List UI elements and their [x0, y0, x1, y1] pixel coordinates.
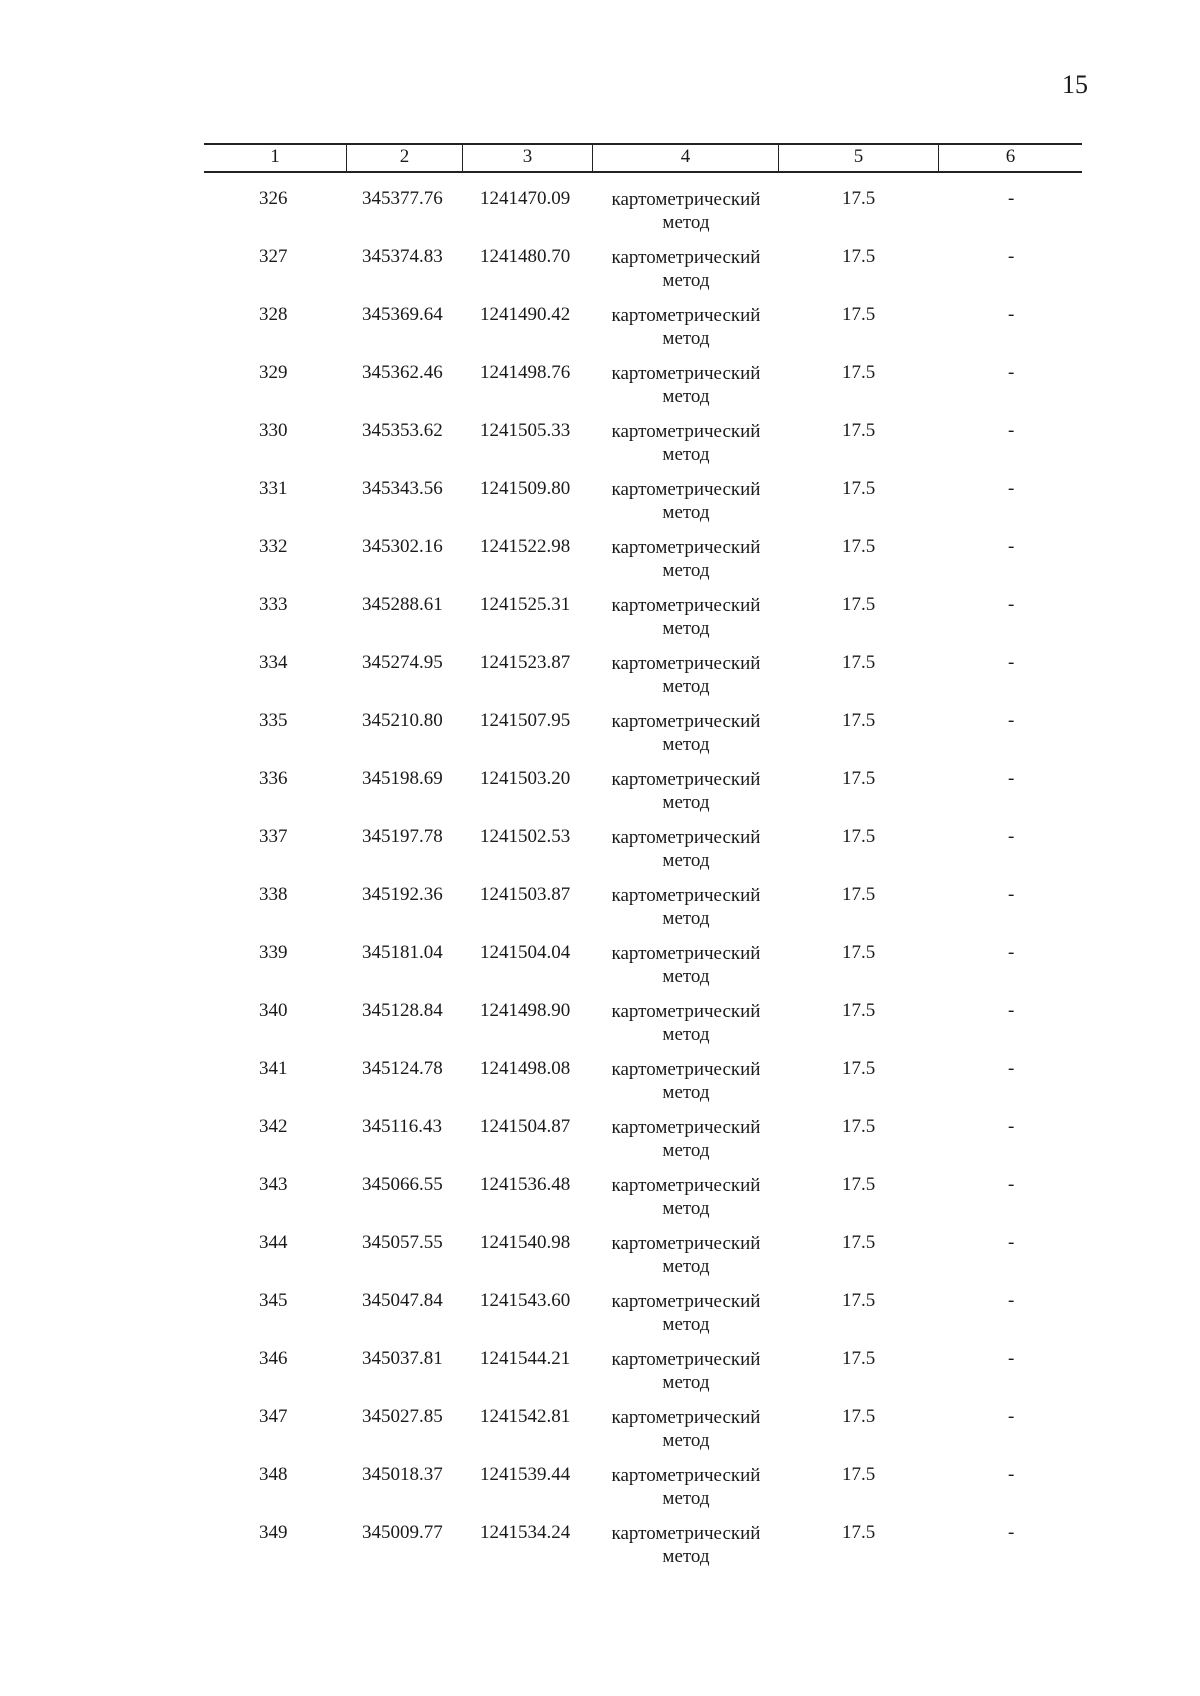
coordinate-x: 345369.64	[362, 304, 443, 325]
accuracy-value: 17.5	[842, 304, 876, 325]
header-cell-1: 1	[204, 145, 347, 171]
description-value: -	[1008, 1174, 1015, 1195]
point-number: 330	[259, 420, 288, 441]
point-number: 333	[259, 594, 288, 615]
coordinate-y: 1241544.21	[480, 1348, 571, 1369]
point-number: 329	[259, 362, 288, 383]
accuracy-value: 17.5	[842, 942, 876, 963]
coordinate-y: 1241490.42	[480, 304, 571, 325]
table-row	[0, 1464, 1200, 1522]
accuracy-value: 17.5	[842, 478, 876, 499]
method-line-2: метод	[662, 270, 710, 291]
coordinate-x: 345288.61	[362, 594, 443, 615]
coordinate-x: 345124.78	[362, 1058, 443, 1079]
accuracy-value: 17.5	[842, 652, 876, 673]
table-row	[0, 768, 1200, 826]
description-value: -	[1008, 594, 1015, 615]
coordinate-x: 345066.55	[362, 1174, 443, 1195]
point-number: 348	[259, 1464, 288, 1485]
method-line-1: картометрический	[611, 1059, 761, 1080]
method-line-2: метод	[662, 1546, 710, 1567]
accuracy-value: 17.5	[842, 536, 876, 557]
point-number: 335	[259, 710, 288, 731]
coordinate-y: 1241470.09	[480, 188, 571, 209]
point-number: 345	[259, 1290, 288, 1311]
method-cell	[601, 1232, 771, 1278]
coordinate-x: 345343.56	[362, 478, 443, 499]
accuracy-value: 17.5	[842, 1464, 876, 1485]
coordinate-y: 1241507.95	[480, 710, 571, 731]
method-line-2: метод	[662, 908, 710, 929]
table-row	[0, 1348, 1200, 1406]
method-cell	[601, 1406, 771, 1452]
method-cell	[601, 942, 771, 988]
method-line-2: метод	[662, 212, 710, 233]
coordinate-y: 1241534.24	[480, 1522, 571, 1543]
method-line-1: картометрический	[611, 1175, 761, 1196]
point-number: 334	[259, 652, 288, 673]
method-line-1: картометрический	[611, 1291, 761, 1312]
method-cell	[601, 1174, 771, 1220]
method-cell	[601, 1464, 771, 1510]
accuracy-value: 17.5	[842, 1000, 876, 1021]
page-number: 15	[1062, 70, 1088, 99]
method-line-1: картометрический	[611, 1233, 761, 1254]
accuracy-value: 17.5	[842, 594, 876, 615]
point-number: 344	[259, 1232, 288, 1253]
point-number: 338	[259, 884, 288, 905]
coordinate-y: 1241502.53	[480, 826, 571, 847]
method-line-1: картометрический	[611, 885, 761, 906]
table-body	[0, 188, 1200, 1580]
method-line-1: картометрический	[611, 1523, 761, 1544]
method-cell	[601, 1000, 771, 1046]
coordinate-x: 345047.84	[362, 1290, 443, 1311]
method-cell	[601, 1290, 771, 1336]
description-value: -	[1008, 1522, 1015, 1543]
method-line-1: картометрический	[611, 1117, 761, 1138]
description-value: -	[1008, 304, 1015, 325]
description-value: -	[1008, 420, 1015, 441]
coordinate-y: 1241509.80	[480, 478, 571, 499]
method-cell	[601, 594, 771, 640]
point-number: 328	[259, 304, 288, 325]
method-cell	[601, 768, 771, 814]
method-line-2: метод	[662, 560, 710, 581]
coordinate-y: 1241503.87	[480, 884, 571, 905]
description-value: -	[1008, 710, 1015, 731]
method-cell	[601, 1522, 771, 1568]
coordinate-x: 345302.16	[362, 536, 443, 557]
header-cell-4: 4	[593, 145, 779, 171]
point-number: 332	[259, 536, 288, 557]
description-value: -	[1008, 536, 1015, 557]
coordinate-y: 1241503.20	[480, 768, 571, 789]
method-cell	[601, 536, 771, 582]
accuracy-value: 17.5	[842, 768, 876, 789]
coordinate-x: 345181.04	[362, 942, 443, 963]
point-number: 347	[259, 1406, 288, 1427]
coordinate-y: 1241525.31	[480, 594, 571, 615]
point-number: 340	[259, 1000, 288, 1021]
description-value: -	[1008, 1348, 1015, 1369]
coordinate-y: 1241543.60	[480, 1290, 571, 1311]
coordinate-x: 345116.43	[362, 1116, 443, 1137]
method-line-2: метод	[662, 1024, 710, 1045]
accuracy-value: 17.5	[842, 1116, 876, 1137]
coordinate-x: 345362.46	[362, 362, 443, 383]
accuracy-value: 17.5	[842, 1522, 876, 1543]
method-cell	[601, 420, 771, 466]
point-number: 326	[259, 188, 288, 209]
coordinate-x: 345027.85	[362, 1406, 443, 1427]
table-row	[0, 420, 1200, 478]
description-value: -	[1008, 1058, 1015, 1079]
coordinate-x: 345353.62	[362, 420, 443, 441]
method-line-2: метод	[662, 734, 710, 755]
method-line-2: метод	[662, 850, 710, 871]
method-cell	[601, 652, 771, 698]
method-line-2: метод	[662, 1140, 710, 1161]
method-line-2: метод	[662, 792, 710, 813]
coordinate-x: 345210.80	[362, 710, 443, 731]
method-line-1: картометрический	[611, 247, 761, 268]
description-value: -	[1008, 246, 1015, 267]
description-value: -	[1008, 478, 1015, 499]
table-row	[0, 536, 1200, 594]
method-line-1: картометрический	[611, 711, 761, 732]
method-line-1: картометрический	[611, 189, 761, 210]
header-cell-5: 5	[779, 145, 939, 171]
method-cell	[601, 188, 771, 234]
accuracy-value: 17.5	[842, 1348, 876, 1369]
description-value: -	[1008, 942, 1015, 963]
coordinate-y: 1241498.90	[480, 1000, 571, 1021]
coordinate-y: 1241540.98	[480, 1232, 571, 1253]
method-line-1: картометрический	[611, 1001, 761, 1022]
accuracy-value: 17.5	[842, 1406, 876, 1427]
header-cell-3: 3	[463, 145, 593, 171]
method-line-1: картометрический	[611, 1349, 761, 1370]
method-cell	[601, 478, 771, 524]
header-cell-2: 2	[347, 145, 463, 171]
point-number: 327	[259, 246, 288, 267]
method-cell	[601, 710, 771, 756]
description-value: -	[1008, 1290, 1015, 1311]
table-row	[0, 478, 1200, 536]
coordinate-x: 345037.81	[362, 1348, 443, 1369]
method-line-2: метод	[662, 1372, 710, 1393]
method-line-2: метод	[662, 1256, 710, 1277]
method-line-2: метод	[662, 1082, 710, 1103]
coordinate-x: 345198.69	[362, 768, 443, 789]
coordinate-y: 1241505.33	[480, 420, 571, 441]
accuracy-value: 17.5	[842, 1232, 876, 1253]
accuracy-value: 17.5	[842, 1290, 876, 1311]
table-row	[0, 942, 1200, 1000]
point-number: 341	[259, 1058, 288, 1079]
method-line-2: метод	[662, 328, 710, 349]
coordinate-y: 1241536.48	[480, 1174, 571, 1195]
method-line-2: метод	[662, 386, 710, 407]
accuracy-value: 17.5	[842, 362, 876, 383]
method-line-2: метод	[662, 966, 710, 987]
method-line-1: картометрический	[611, 1465, 761, 1486]
method-line-1: картометрический	[611, 1407, 761, 1428]
table-row	[0, 362, 1200, 420]
point-number: 343	[259, 1174, 288, 1195]
accuracy-value: 17.5	[842, 1058, 876, 1079]
table-row	[0, 710, 1200, 768]
method-cell	[601, 826, 771, 872]
method-line-2: метод	[662, 444, 710, 465]
description-value: -	[1008, 1232, 1015, 1253]
coordinate-x: 345374.83	[362, 246, 443, 267]
point-number: 331	[259, 478, 288, 499]
method-line-1: картометрический	[611, 363, 761, 384]
accuracy-value: 17.5	[842, 710, 876, 731]
point-number: 342	[259, 1116, 288, 1137]
description-value: -	[1008, 188, 1015, 209]
method-cell	[601, 884, 771, 930]
coordinate-x: 345009.77	[362, 1522, 443, 1543]
coordinate-y: 1241498.76	[480, 362, 571, 383]
description-value: -	[1008, 1406, 1015, 1427]
coordinate-y: 1241542.81	[480, 1406, 571, 1427]
point-number: 339	[259, 942, 288, 963]
table-row	[0, 594, 1200, 652]
method-line-1: картометрический	[611, 421, 761, 442]
method-line-2: метод	[662, 1198, 710, 1219]
description-value: -	[1008, 768, 1015, 789]
table-row	[0, 1000, 1200, 1058]
method-line-1: картометрический	[611, 595, 761, 616]
method-line-2: метод	[662, 618, 710, 639]
table-header	[204, 143, 1082, 173]
coordinate-x: 345192.36	[362, 884, 443, 905]
method-line-1: картометрический	[611, 653, 761, 674]
method-line-1: картометрический	[611, 479, 761, 500]
method-line-2: метод	[662, 676, 710, 697]
method-line-1: картометрический	[611, 537, 761, 558]
method-cell	[601, 1058, 771, 1104]
coordinate-x: 345274.95	[362, 652, 443, 673]
coordinate-x: 345018.37	[362, 1464, 443, 1485]
coordinate-y: 1241523.87	[480, 652, 571, 673]
table-row	[0, 246, 1200, 304]
coordinate-y: 1241504.04	[480, 942, 571, 963]
table-row	[0, 188, 1200, 246]
table-row	[0, 1522, 1200, 1580]
method-cell	[601, 304, 771, 350]
accuracy-value: 17.5	[842, 420, 876, 441]
header-cell-6: 6	[1005, 146, 1016, 167]
point-number: 349	[259, 1522, 288, 1543]
accuracy-value: 17.5	[842, 884, 876, 905]
table-row	[0, 884, 1200, 942]
method-line-1: картометрический	[611, 769, 761, 790]
coordinate-y: 1241504.87	[480, 1116, 571, 1137]
description-value: -	[1008, 826, 1015, 847]
method-cell	[601, 246, 771, 292]
method-line-1: картометрический	[611, 943, 761, 964]
table-row	[0, 304, 1200, 362]
table-row	[0, 826, 1200, 884]
method-line-2: метод	[662, 502, 710, 523]
table-row	[0, 1232, 1200, 1290]
method-line-2: метод	[662, 1430, 710, 1451]
description-value: -	[1008, 1000, 1015, 1021]
coordinate-y: 1241522.98	[480, 536, 571, 557]
coordinate-x: 345057.55	[362, 1232, 443, 1253]
accuracy-value: 17.5	[842, 246, 876, 267]
table-row	[0, 1116, 1200, 1174]
method-line-1: картометрический	[611, 827, 761, 848]
description-value: -	[1008, 1464, 1015, 1485]
method-line-1: картометрический	[611, 305, 761, 326]
method-line-2: метод	[662, 1488, 710, 1509]
table-row	[0, 1058, 1200, 1116]
coordinate-y: 1241539.44	[480, 1464, 571, 1485]
point-number: 336	[259, 768, 288, 789]
coordinate-x: 345128.84	[362, 1000, 443, 1021]
accuracy-value: 17.5	[842, 1174, 876, 1195]
method-line-2: метод	[662, 1314, 710, 1335]
table-row	[0, 1174, 1200, 1232]
description-value: -	[1008, 884, 1015, 905]
accuracy-value: 17.5	[842, 826, 876, 847]
method-cell	[601, 362, 771, 408]
point-number: 337	[259, 826, 288, 847]
description-value: -	[1008, 362, 1015, 383]
coordinate-y: 1241480.70	[480, 246, 571, 267]
description-value: -	[1008, 652, 1015, 673]
description-value: -	[1008, 1116, 1015, 1137]
accuracy-value: 17.5	[842, 188, 876, 209]
table-row	[0, 1290, 1200, 1348]
point-number: 346	[259, 1348, 288, 1369]
table-row	[0, 652, 1200, 710]
method-cell	[601, 1116, 771, 1162]
table-row	[0, 1406, 1200, 1464]
coordinate-x: 345197.78	[362, 826, 443, 847]
coordinate-y: 1241498.08	[480, 1058, 571, 1079]
method-cell	[601, 1348, 771, 1394]
coordinate-x: 345377.76	[362, 188, 443, 209]
